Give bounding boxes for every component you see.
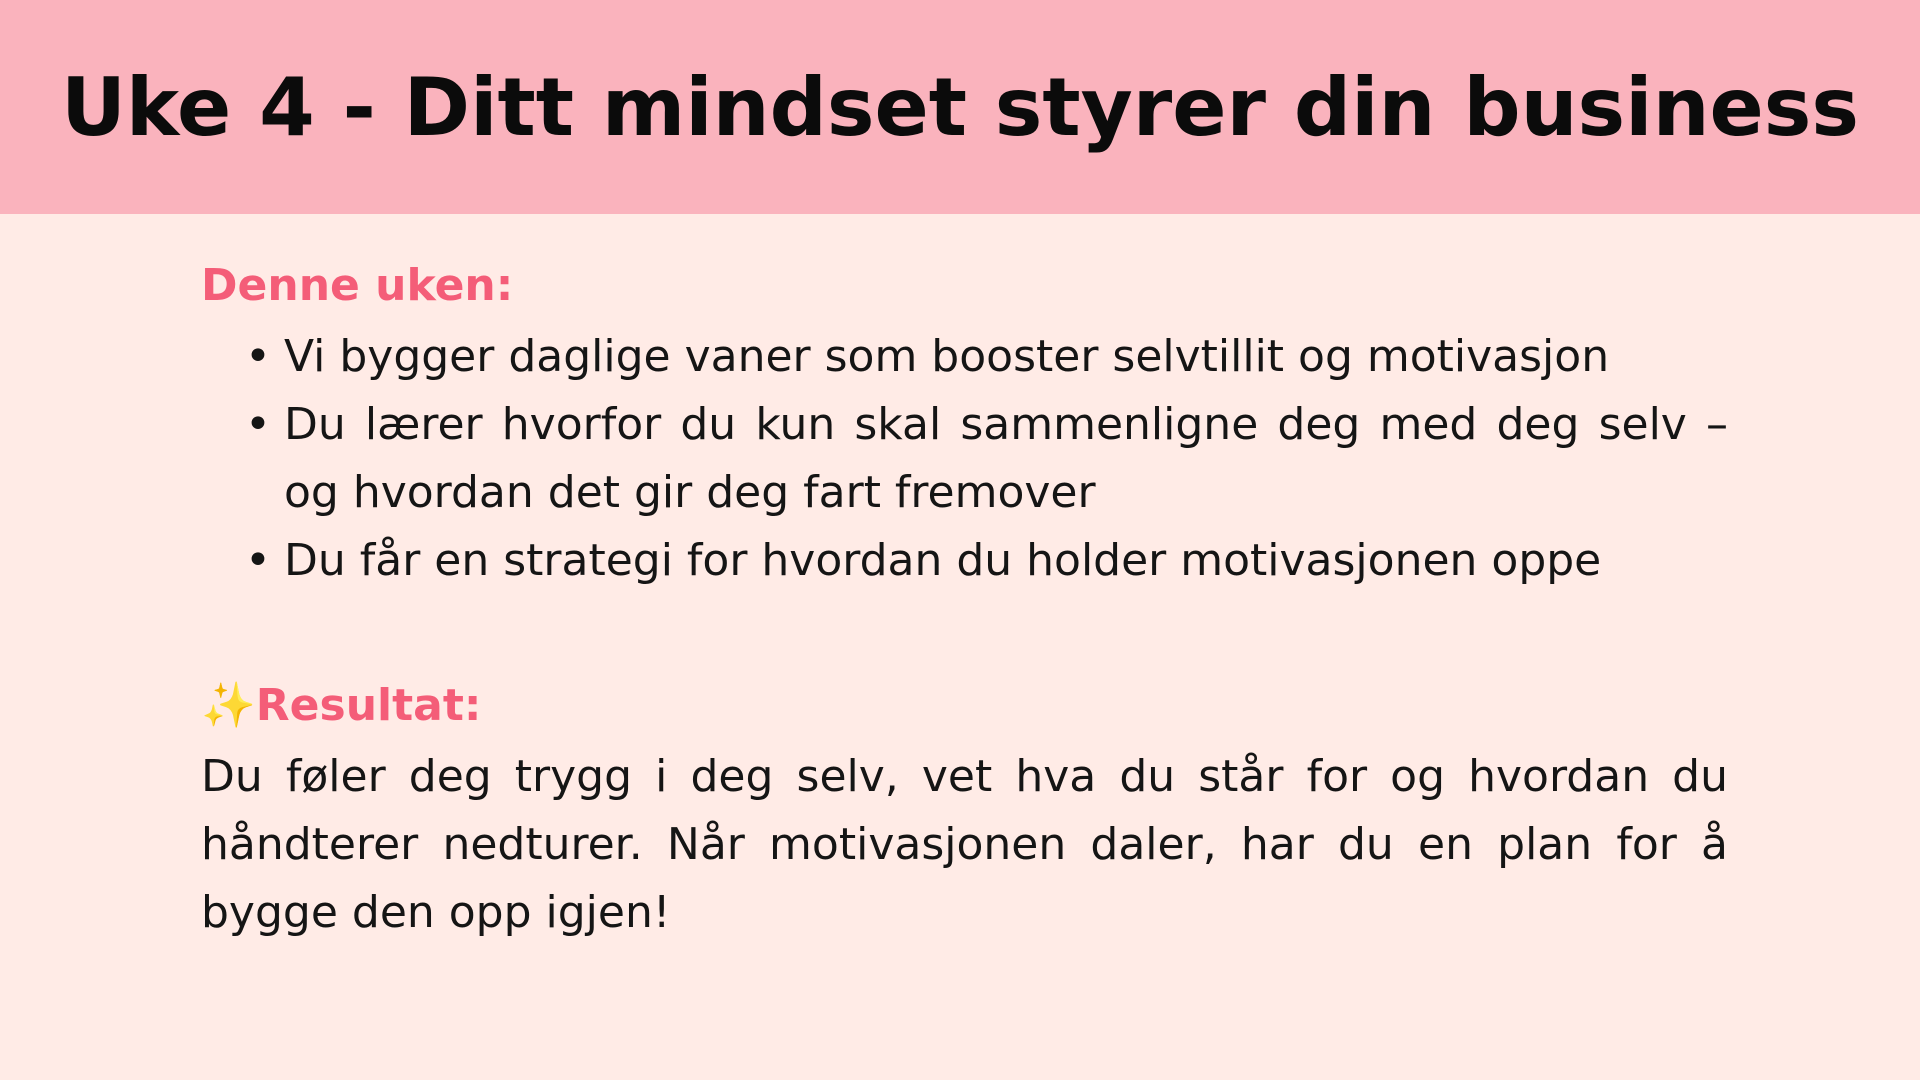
- week-points-list: [201, 323, 1728, 595]
- list-item: [201, 391, 1728, 527]
- page-title: Uke 4 - Ditt mindset styrer din business: [60, 60, 1860, 154]
- bullet-icon: •: [245, 331, 271, 382]
- title-banner: [0, 0, 1920, 214]
- result-heading-label: Resultat:: [255, 680, 482, 731]
- content-area: [201, 255, 1728, 947]
- sparkles-icon: ✨: [201, 680, 256, 731]
- bullet-icon: •: [245, 535, 271, 586]
- list-item: [201, 527, 1728, 595]
- list-item-text: Du får en strategi for hvordan du holder motivasjonen oppe: [284, 535, 1602, 586]
- result-text: Du føler deg trygg i deg selv, vet hva du står for og hvordan du håndterer nedturer. Når motivasjonen daler, har du en plan for å bygge den opp igjen!: [201, 751, 1728, 938]
- week-heading: Denne uken:: [201, 260, 514, 311]
- list-item-text: Vi bygger daglige vaner som booster selvtillit og motivasjon: [284, 331, 1610, 382]
- list-item-text: Du lærer hvorfor du kun skal sammenligne deg med deg selv – og hvordan det gir deg fart fremover: [284, 399, 1728, 518]
- result-section: [201, 675, 1728, 947]
- bullet-icon: •: [245, 399, 271, 450]
- result-heading: [201, 675, 1728, 737]
- list-item: [201, 323, 1728, 391]
